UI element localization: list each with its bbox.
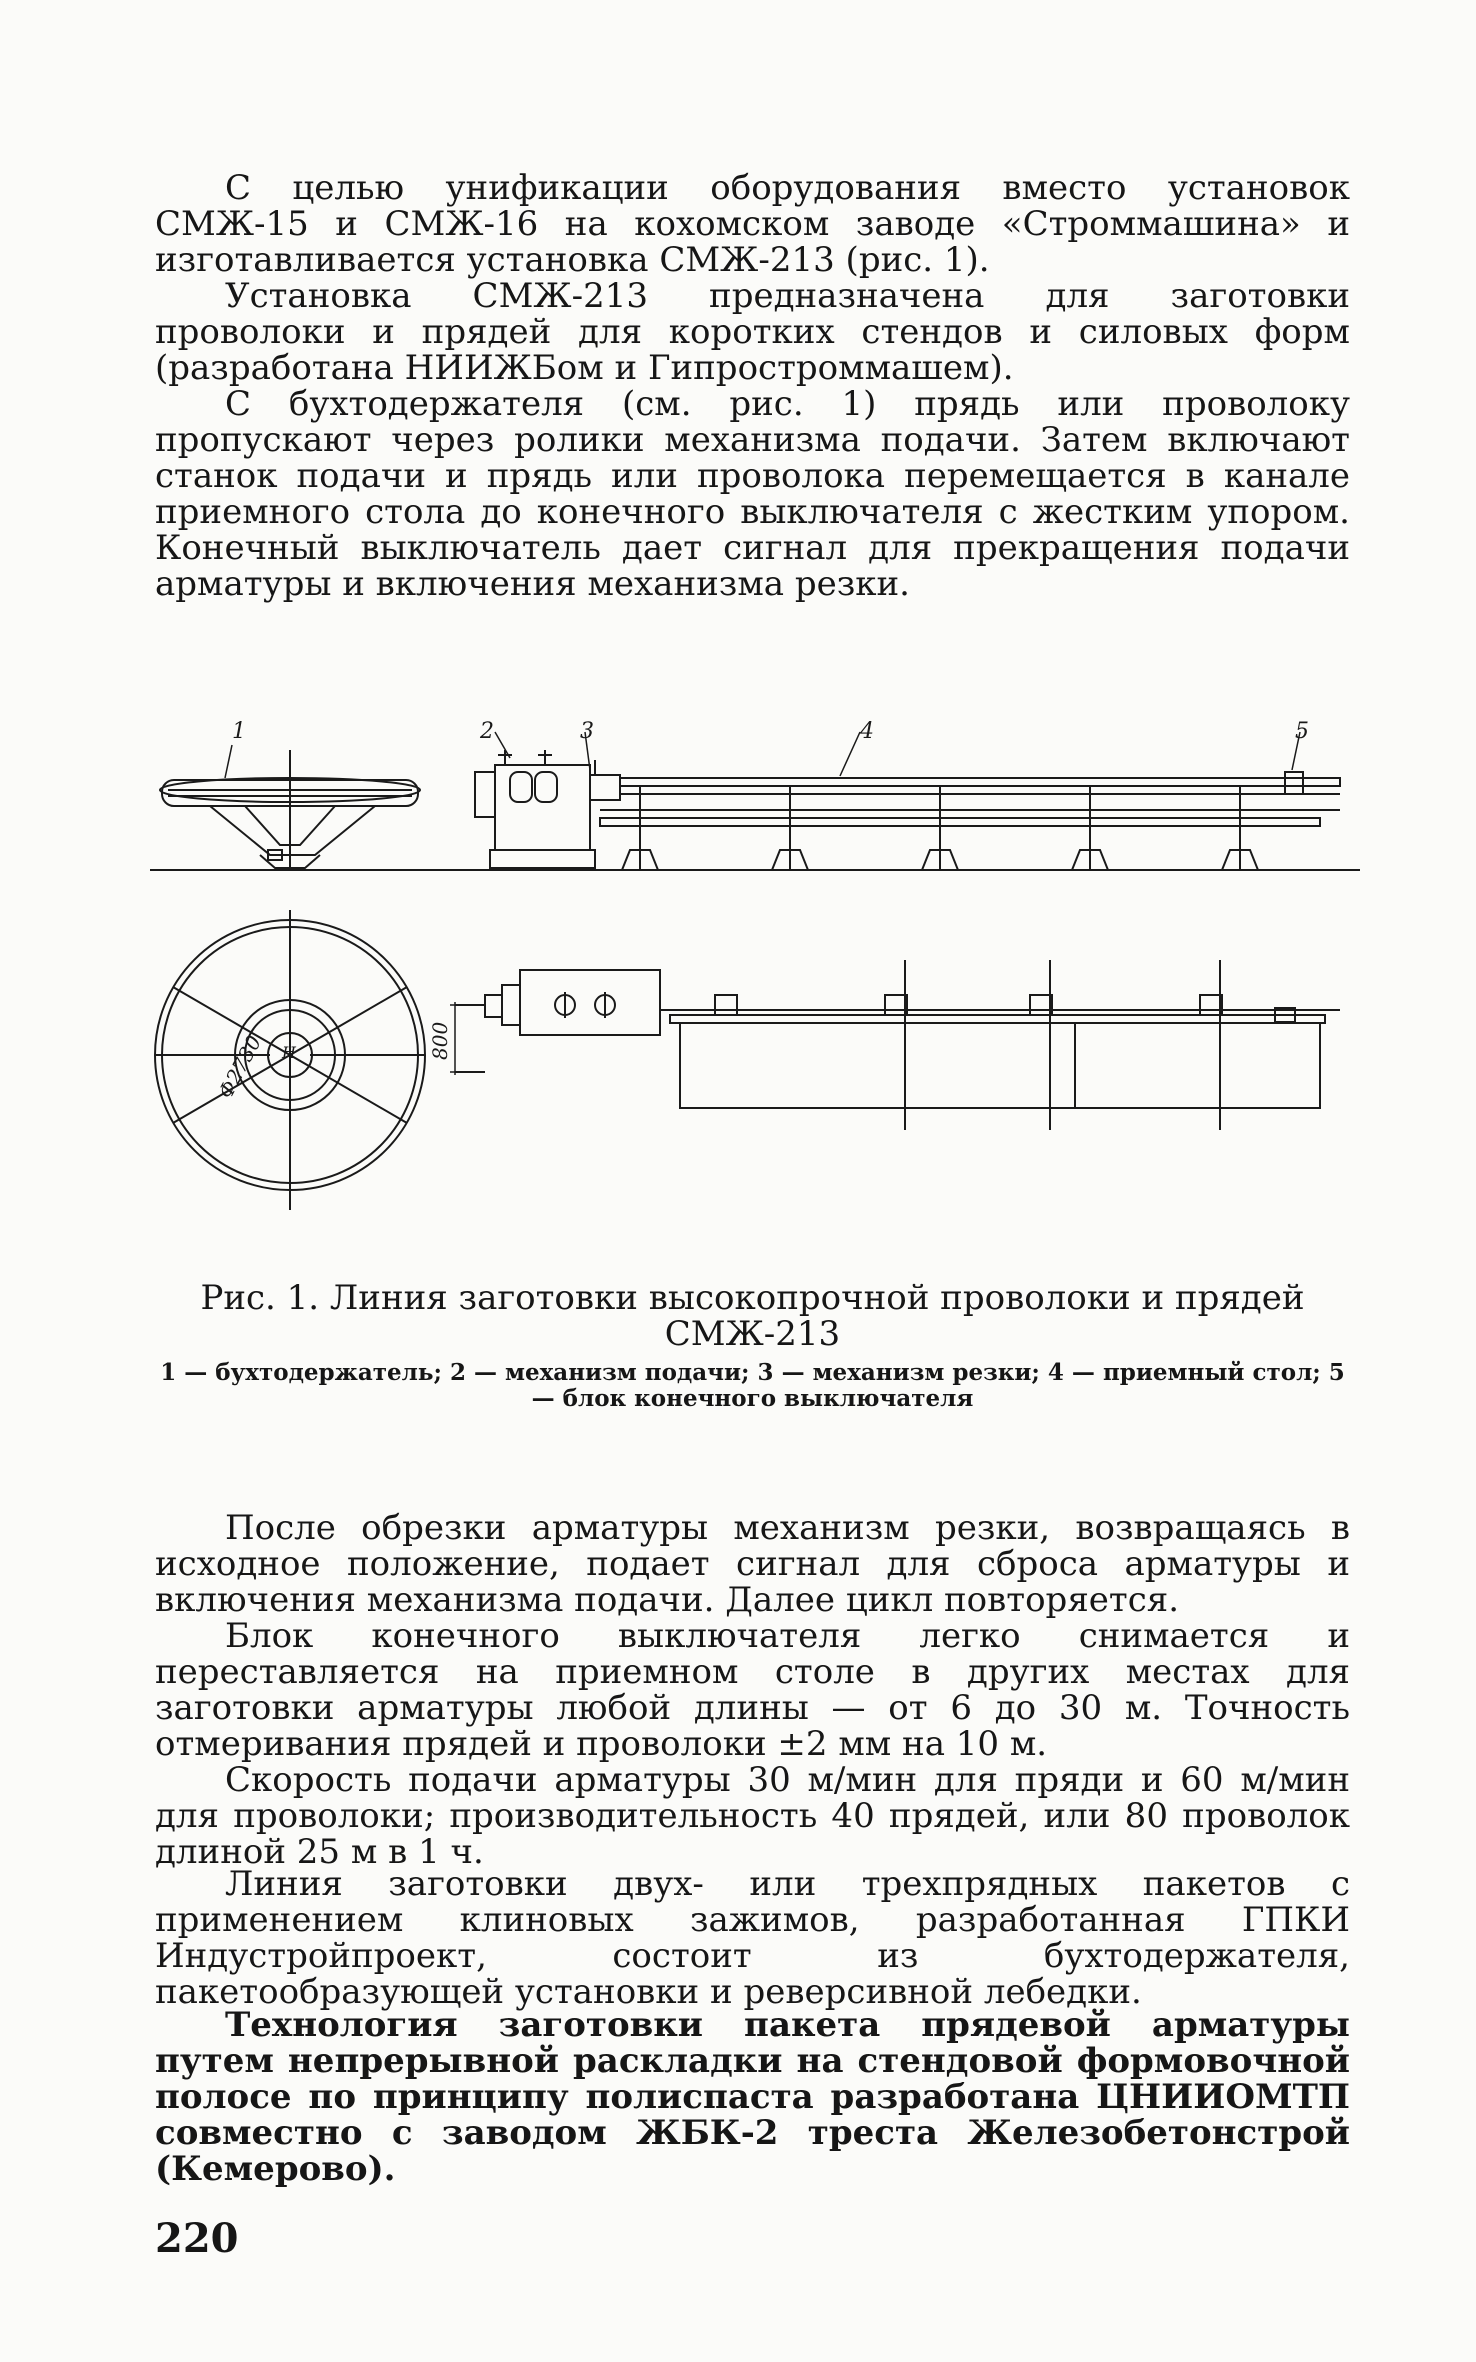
figure-label-1: 1 xyxy=(232,719,246,744)
figure-label-3: 3 xyxy=(580,719,594,744)
figure-leaders xyxy=(225,732,1300,778)
feed-mechanism-plan-view xyxy=(455,970,660,1072)
paragraph-3: С бухтодержателя (см. рис. 1) прядь или проволоку пропускают через ролики механизма подачи. Затем включают станок подачи и прядь или проволока перемещается в канале приемного стола до конечного выключателя с жестким упором. Конечный выключатель дает сигнал для прекращения подачи арматуры и включения механизма резки. xyxy=(155,384,1350,604)
paragraph-1: С целью унификации оборудования вместо установок СМЖ-15 и СМЖ-16 на кохомском заводе «Строммашина» и изготавливается установка СМЖ-213 (рис. 1). xyxy=(155,168,1350,280)
figure-dimension-800: 800 xyxy=(428,1021,452,1060)
paragraph-6: Скорость подачи арматуры 30 м/мин для пряди и 60 м/мин для проволоки; производительность 40 прядей, или 80 проволок длиной 25 м в 1 ч. xyxy=(155,1760,1350,1872)
figure-label-2: 2 xyxy=(480,719,494,744)
feed-mechanism-side-view xyxy=(475,750,620,868)
figure-label-4: 4 xyxy=(860,719,874,744)
paragraph-2: Установка СМЖ-213 предназначена для заготовки проволоки и прядей для коротких стендов и силовых форм (разработана НИИЖБом и Гипростроммашем). xyxy=(155,276,1350,388)
figure-label-5: 5 xyxy=(1295,719,1309,744)
paragraph-7: Линия заготовки двух- или трехпрядных пакетов с применением клиновых зажимов, разработанная ГПКИ Индустройпроект, состоит из бухтодержателя, пакетообразующей установки и реверсивной лебедки. xyxy=(155,1864,1350,2012)
paragraph-4: После обрезки арматуры механизм резки, возвращаясь в исходное положение, подает сигнал для сброса арматуры и включения механизма подачи. Далее цикл повторяется. xyxy=(155,1508,1350,1620)
figure-smzh-213-line xyxy=(150,710,1360,1265)
reel-holder-side-view xyxy=(160,750,420,870)
figure-caption-legend: 1 — бухтодержатель; 2 — механизм подачи; 3 — механизм резки; 4 — приемный стол; 5 — блок конечного выключателя xyxy=(160,1359,1345,1412)
figure-diameter-label: Ф2730 xyxy=(213,1031,267,1103)
figure-caption-title: Рис. 1. Линия заготовки высокопрочной проволоки и прядей СМЖ-213 xyxy=(200,1278,1305,1354)
page-number: 220 xyxy=(155,2215,239,2262)
paragraph-5: Блок конечного выключателя легко снимается и переставляется на приемном столе в других местах для заготовки арматуры любой длины — от 6 до 30 м. Точность отмеривания прядей и проволоки ±2 мм на 10 м. xyxy=(155,1616,1350,1764)
paragraph-8: Технология заготовки пакета прядевой арматуры путем непрерывной раскладки на стендовой формовочной полосе по принципу полиспаста разработана ЦНИИОМТП совместно с заводом ЖБК-2 треста Железобетонстрой (Кемерово). xyxy=(155,2005,1350,2189)
receiving-table-side-view xyxy=(600,772,1340,870)
figure-hub-label: Н xyxy=(282,1043,296,1062)
receiving-table-plan-view xyxy=(660,960,1340,1130)
